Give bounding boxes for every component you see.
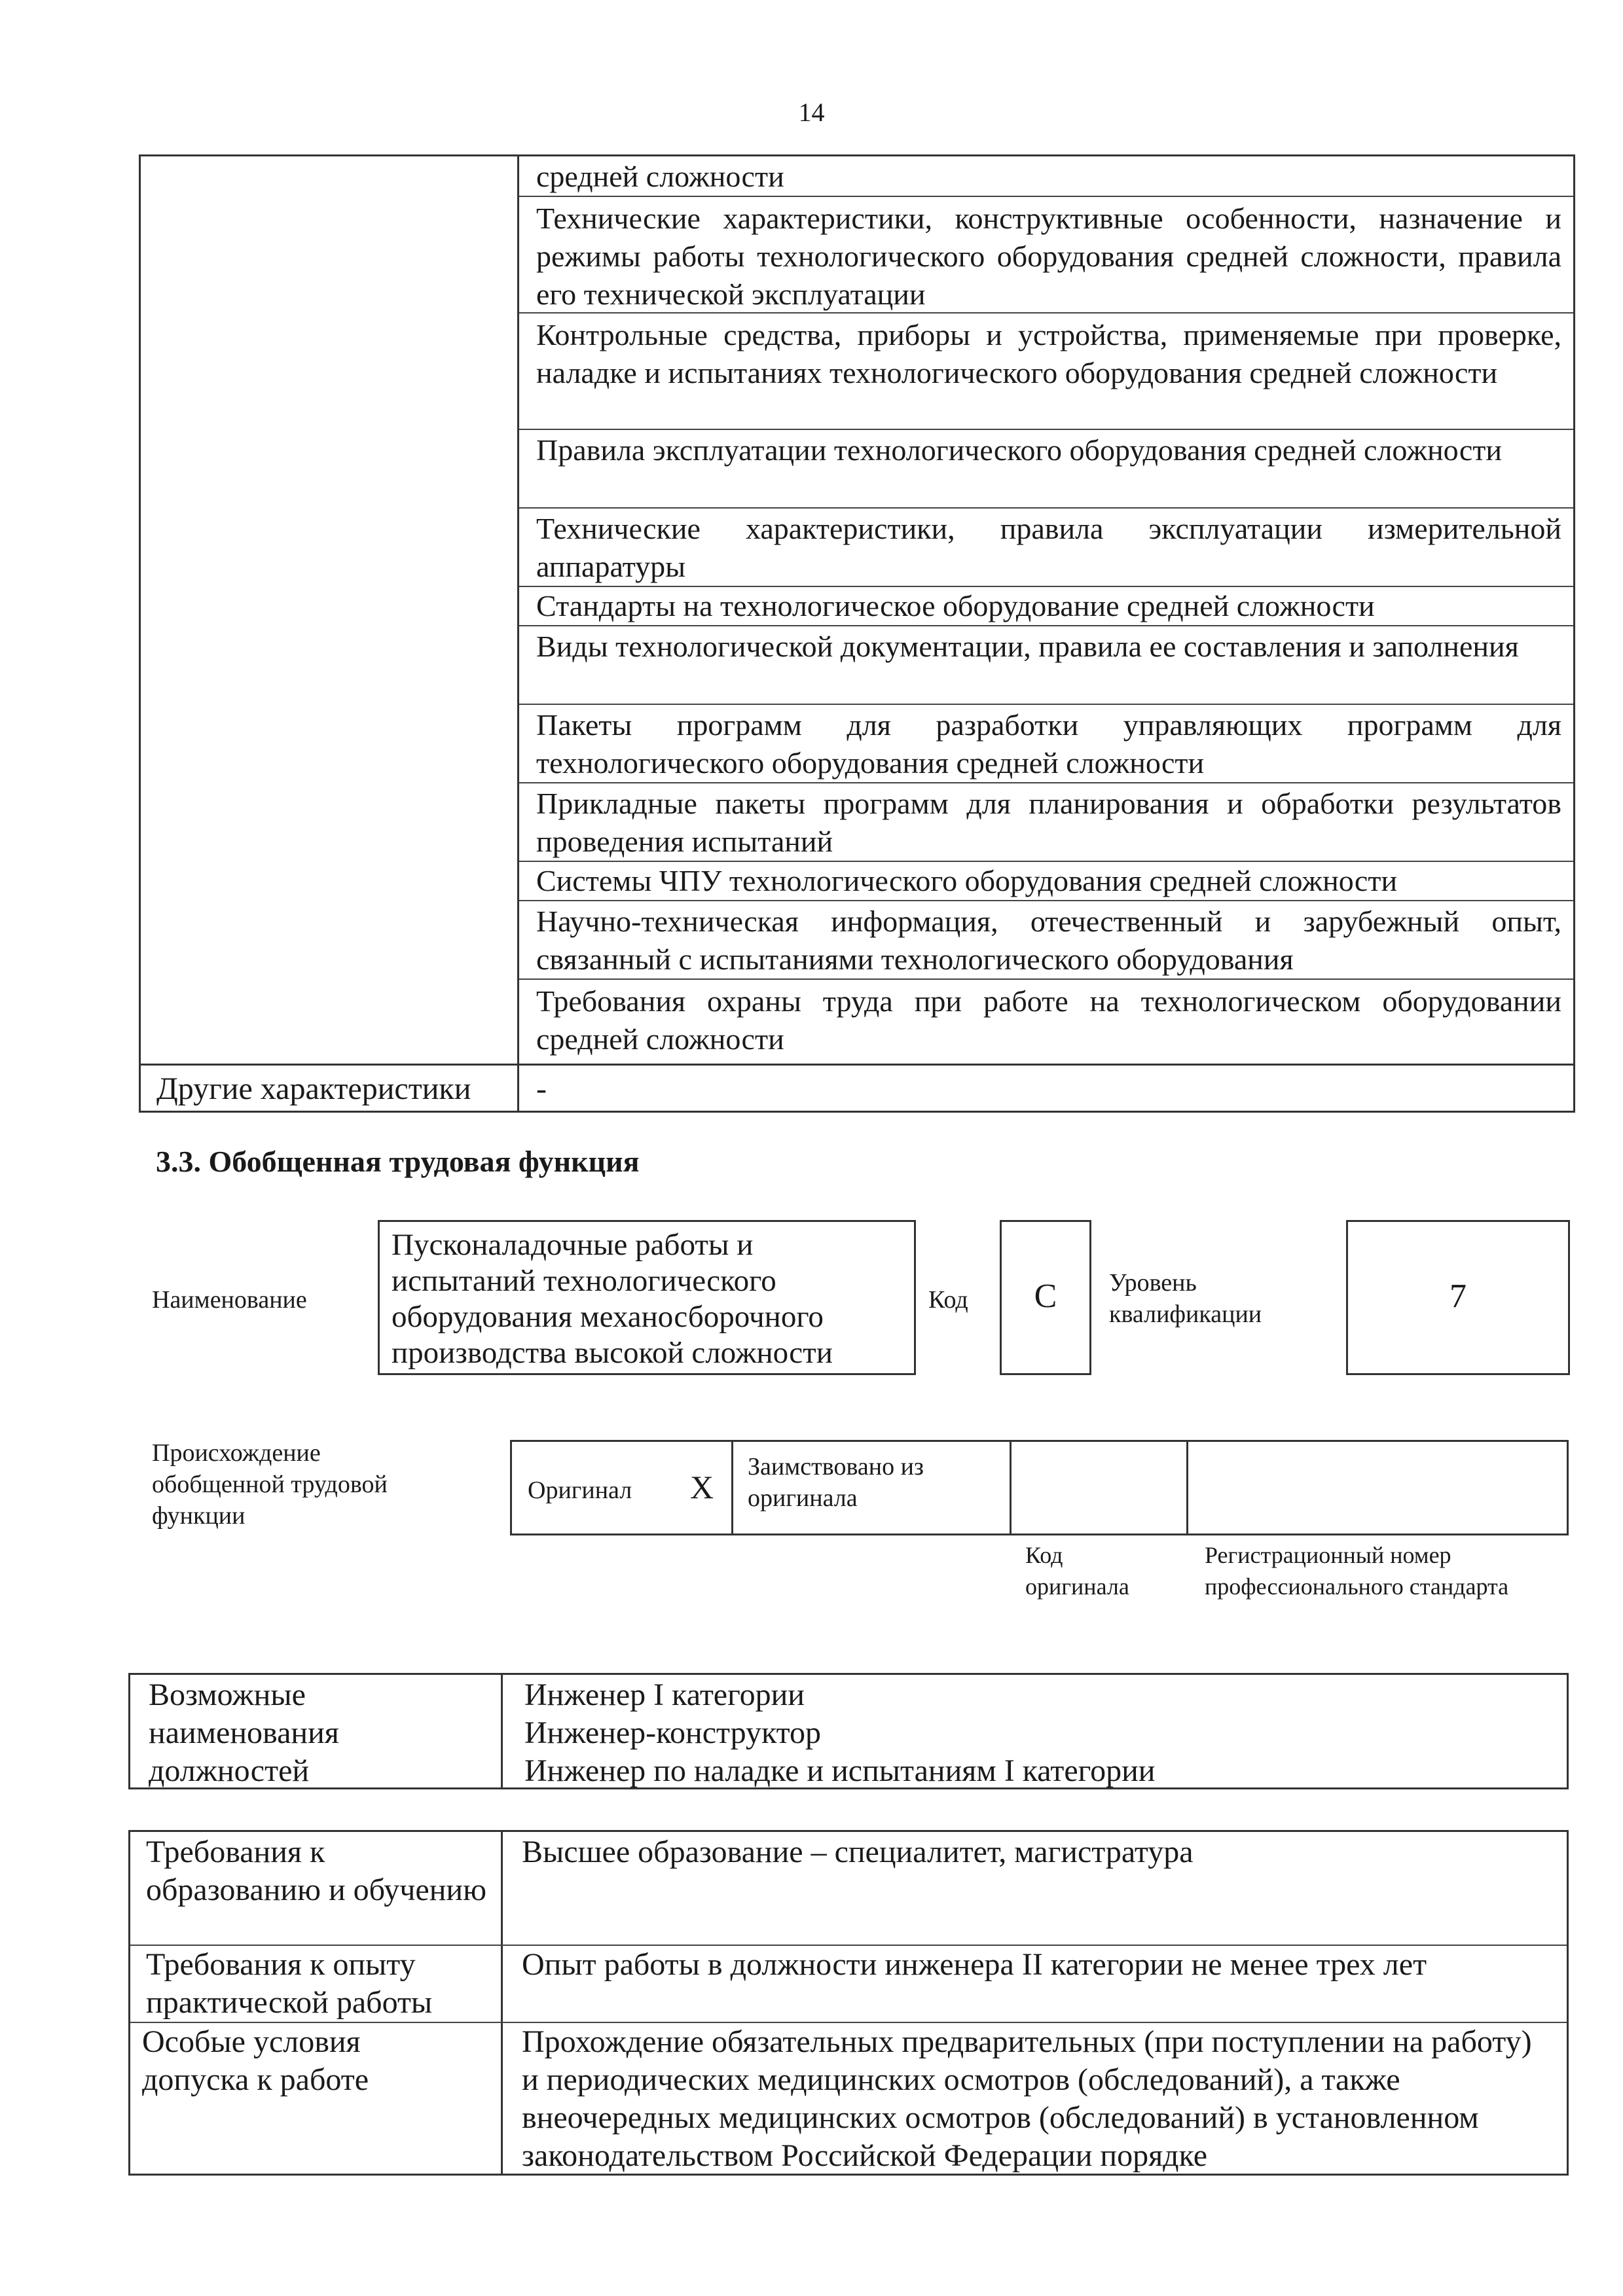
positions-label: Возможные наименования должностей	[149, 1677, 339, 1788]
function-name-box	[378, 1220, 916, 1375]
position-item: Инженер I категории	[524, 1677, 805, 1712]
knowledge-item: Технические характеристики, правила эксплуатации измерительной аппаратуры	[519, 509, 1573, 587]
page-number: 14	[798, 98, 825, 127]
level-label: Уровень квалификации	[1109, 1269, 1262, 1328]
original-mark: X	[690, 1469, 714, 1505]
knowledge-table	[139, 154, 1575, 1113]
function-name-value: Пусконаладочные работы и испытаний технологического оборудования механосборочного производства высокой сложности	[392, 1228, 833, 1370]
borrowed-label: Заимствовано из оригинала	[748, 1453, 924, 1512]
code-value: C	[1034, 1278, 1057, 1315]
knowledge-item: Прикладные пакеты программ для планирования и обработки результатов проведения испытаний	[519, 783, 1573, 862]
requirements-table	[128, 1830, 1569, 2176]
original-label: Оригинал	[528, 1477, 632, 1504]
positions-table	[128, 1673, 1569, 1789]
section-title: 3.3. Обобщенная трудовая функция	[156, 1145, 640, 1178]
special-conditions-value: Прохождение обязательных предварительных (при поступлении на работу) и периодических медицинских осмотров (обследований), а также внеочередных медицинских осмотров (обследований) в установленном законодательством Российской Федерации порядке	[522, 2024, 1532, 2173]
code-label: Код	[928, 1286, 968, 1314]
level-box	[1346, 1220, 1570, 1375]
knowledge-item: Требования охраны труда при работе на технологическом оборудовании средней сложности	[536, 984, 1561, 1056]
knowledge-item: Технические характеристики, конструктивные особенности, назначение и режимы работы технологического оборудования средней сложности, правила его технической эксплуатации	[519, 197, 1573, 314]
origin-label: Происхождение обобщенной трудовой функции	[152, 1439, 388, 1530]
knowledge-item: Научно-техническая информация, отечественный и зарубежный опыт, связанный с испытаниями технологического оборудования	[519, 901, 1573, 980]
knowledge-item: Стандарты на технологическое оборудование средней сложности	[519, 587, 1573, 626]
origin-table	[510, 1440, 1569, 1535]
other-characteristics-value: -	[536, 1071, 547, 1106]
position-item: Инженер-конструктор	[524, 1715, 821, 1750]
experience-value: Опыт работы в должности инженера II категории не менее трех лет	[522, 1947, 1427, 1982]
name-label: Наименование	[152, 1286, 307, 1314]
knowledge-item: Системы ЧПУ технологического оборудования средней сложности	[519, 862, 1573, 901]
education-label: Требования к образованию и обучению	[146, 1835, 486, 1907]
education-value: Высшее образование – специалитет, магистратура	[522, 1835, 1194, 1869]
reg-number-label: Регистрационный номер профессионального стандарта	[1205, 1542, 1509, 1600]
knowledge-item: средней сложности	[519, 156, 1573, 197]
knowledge-item: Правила эксплуатации технологического оборудования средней сложности	[519, 430, 1573, 509]
special-conditions-label: Особые условия допуска к работе	[142, 2024, 369, 2097]
experience-label: Требования к опыту практической работы	[146, 1947, 433, 2020]
code-original-label: Код оригинала	[1025, 1542, 1129, 1600]
level-value: 7	[1450, 1278, 1467, 1315]
other-characteristics-row	[141, 1064, 1573, 1115]
knowledge-item: Контрольные средства, приборы и устройства, применяемые при проверке, наладке и испытаниях технологического оборудования средней сложности	[519, 314, 1573, 430]
code-box	[1000, 1220, 1091, 1375]
other-characteristics-label: Другие характеристики	[156, 1071, 471, 1106]
knowledge-item: Виды технологической документации, правила ее составления и заполнения	[519, 626, 1573, 705]
knowledge-item: Пакеты программ для разработки управляющих программ для технологического оборудования средней сложности	[519, 705, 1573, 783]
position-item: Инженер по наладке и испытаниям I категории	[524, 1753, 1156, 1788]
